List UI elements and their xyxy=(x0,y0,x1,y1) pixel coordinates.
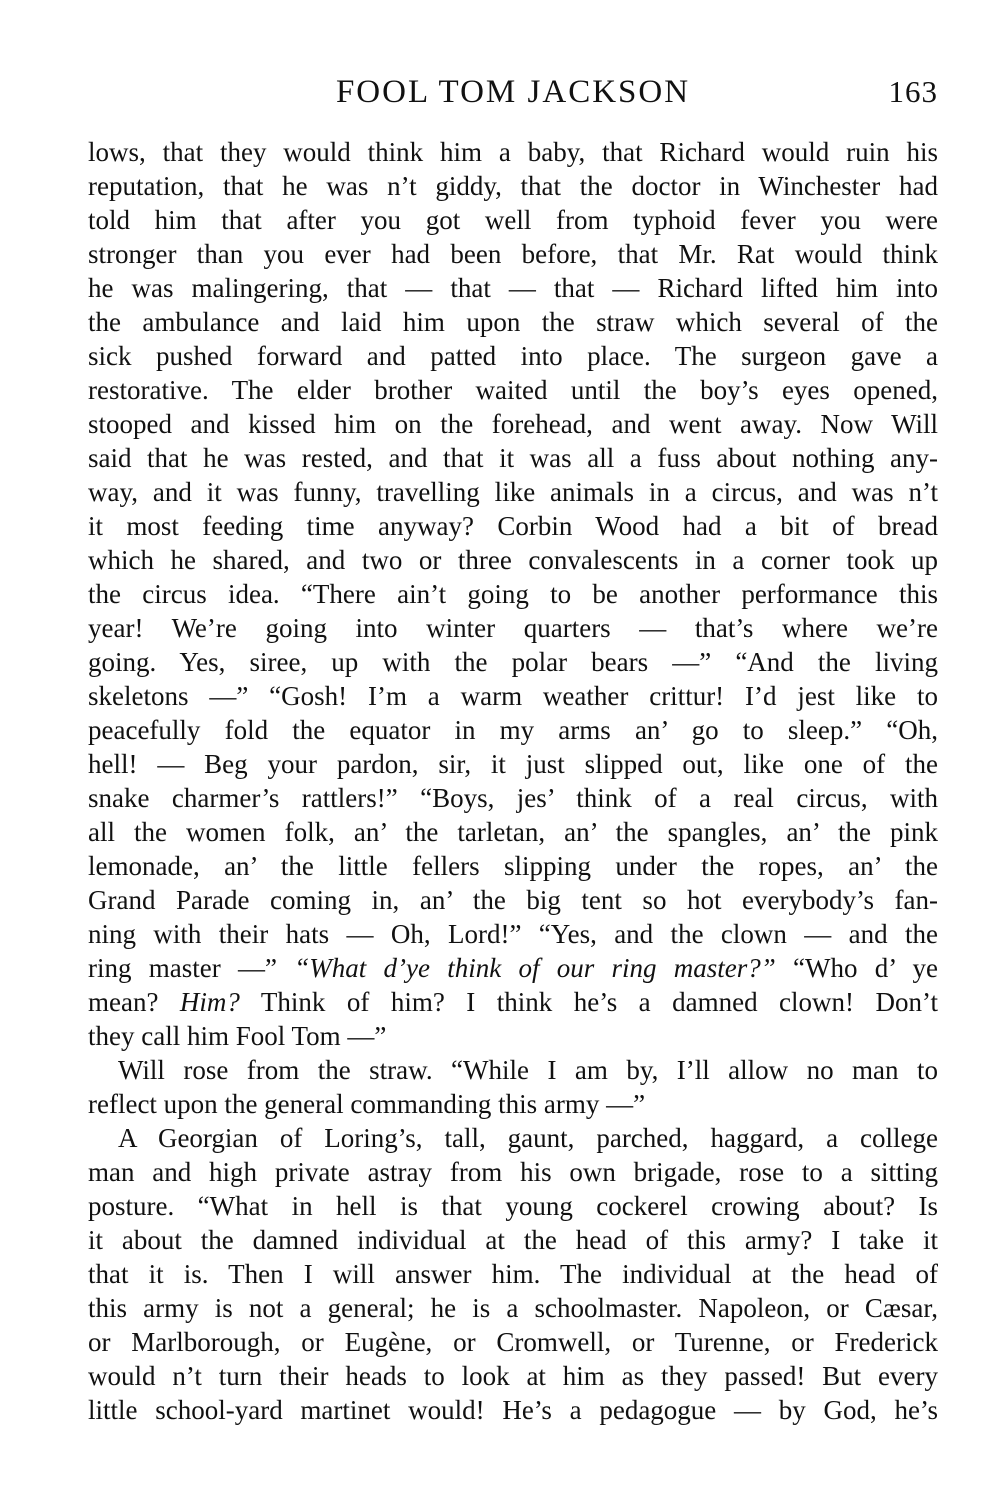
text-line: lows, that they would think him a baby, that Richard would ruin his xyxy=(88,137,938,167)
text-run: mean? xyxy=(88,987,180,1017)
paragraph-start-line: Will rose from the straw. “While I am by, I’ll allow no man to xyxy=(118,1055,938,1085)
italic-run: “What d’ye think of our ring master?” xyxy=(294,953,776,983)
text-line: stooped and kissed him on the forehead, and went away. Now Will xyxy=(88,409,938,439)
text-line: or Marlborough, or Eugène, or Cromwell, or Turenne, or Frederick xyxy=(88,1327,938,1357)
text-line-mixed xyxy=(88,951,938,985)
text-line: stronger than you ever had been before, that Mr. Rat would think xyxy=(88,239,938,269)
text-line: it about the damned individual at the head of this army? I take it xyxy=(88,1225,938,1255)
text-line: going. Yes, siree, up with the polar bears —” “And the living xyxy=(88,647,938,677)
text-line: the ambulance and laid him upon the straw which several of the xyxy=(88,307,938,337)
text-line: Grand Parade coming in, an’ the big tent so hot everybody’s fan- xyxy=(88,885,938,915)
text-line: year! We’re going into winter quarters — that’s where we’re xyxy=(88,613,938,643)
paragraph-end-line: reflect upon the general commanding this army —” xyxy=(88,1089,646,1119)
body-text xyxy=(88,135,938,1427)
text-line: would n’t turn their heads to look at him as they passed! But every xyxy=(88,1361,938,1391)
text-line: which he shared, and two or three convalescents in a corner took up xyxy=(88,545,938,575)
text-line: posture. “What in hell is that young cockerel crowing about? Is xyxy=(88,1191,938,1221)
text-line: restorative. The elder brother waited until the boy’s eyes opened, xyxy=(88,375,938,405)
text-line: told him that after you got well from typhoid fever you were xyxy=(88,205,938,235)
text-line: ning with their hats — Oh, Lord!” “Yes, and the clown — and the xyxy=(88,919,938,949)
text-run: ring master —” xyxy=(88,953,295,983)
running-title: FOOL TOM JACKSON xyxy=(335,74,691,110)
text-line: this army is not a general; he is a schoolmaster. Napoleon, or Cæsar, xyxy=(88,1293,938,1323)
paragraph-start-line: A Georgian of Loring’s, tall, gaunt, parched, haggard, a college xyxy=(118,1123,938,1153)
text-run: Think of him? I think he’s a damned clown! Don’t xyxy=(239,987,938,1017)
text-line: hell! — Beg your pardon, sir, it just slipped out, like one of the xyxy=(88,749,938,779)
text-line: way, and it was funny, travelling like animals in a circus, and was n’t xyxy=(88,477,938,507)
text-line: said that he was rested, and that it was all a fuss about nothing any- xyxy=(88,443,938,473)
text-line: it most feeding time anyway? Corbin Wood had a bit of bread xyxy=(88,511,938,541)
italic-run: Him? xyxy=(179,987,240,1017)
paragraph-end-line: they call him Fool Tom —” xyxy=(88,1021,387,1051)
text-line: man and high private astray from his own brigade, rose to a sitting xyxy=(88,1157,938,1187)
page-number: 163 xyxy=(888,74,938,109)
text-line: all the women folk, an’ the tarletan, an’ the spangles, an’ the pink xyxy=(88,817,938,847)
text-line: he was malingering, that — that — that — Richard lifted him into xyxy=(88,273,938,303)
text-line: that it is. Then I will answer him. The individual at the head of xyxy=(88,1259,938,1289)
text-line: lemonade, an’ the little fellers slipping under the ropes, an’ the xyxy=(88,851,938,881)
text-line-mixed xyxy=(88,985,938,1019)
text-line: reputation, that he was n’t giddy, that the doctor in Winchester had xyxy=(88,171,938,201)
text-line: sick pushed forward and patted into place. The surgeon gave a xyxy=(88,341,938,371)
text-line: peacefully fold the equator in my arms an’ go to sleep.” “Oh, xyxy=(88,715,938,745)
text-line: skeletons —” “Gosh! I’m a warm weather crittur! I’d jest like to xyxy=(88,681,938,711)
text-line: snake charmer’s rattlers!” “Boys, jes’ think of a real circus, with xyxy=(88,783,938,813)
text-line: little school-yard martinet would! He’s a pedagogue — by God, he’s xyxy=(88,1395,938,1425)
text-line: the circus idea. “There ain’t going to be another performance this xyxy=(88,579,938,609)
text-run: “Who d’ ye xyxy=(775,953,938,983)
page-header xyxy=(88,70,938,114)
